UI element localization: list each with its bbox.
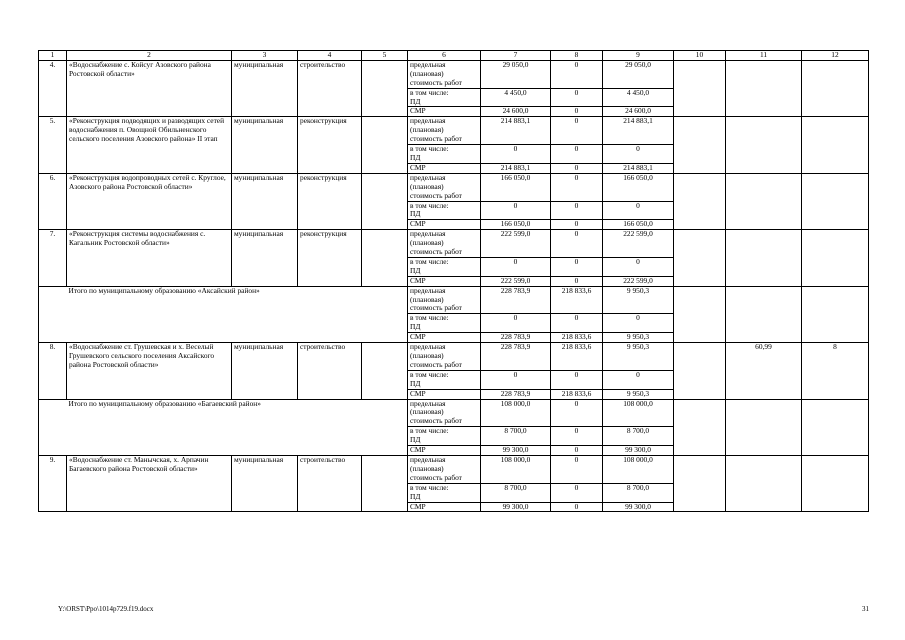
cost-type-line: в том числе: <box>410 201 449 210</box>
cost-type-line: в том числе: <box>410 483 449 492</box>
value-col8: 0 <box>551 201 603 220</box>
cost-type-line: ПД <box>410 435 421 445</box>
ownership-cell: муниципальная <box>232 230 298 286</box>
work-type-cell: строительство <box>298 455 362 511</box>
cost-type-cell <box>408 163 481 173</box>
object-name-cell: «Реконструкция водопроводных сетей с. Круглое, Азовского района Ростовской области» <box>67 173 232 229</box>
value-col8: 0 <box>551 88 603 107</box>
object-name-cell: «Реконструкция системы водоснабжения с. Кагальник Ростовской области» <box>67 230 232 286</box>
value-col9: 9 950,3 <box>603 333 674 343</box>
empty-cell <box>362 117 408 173</box>
value-col7: 214 883,1 <box>481 163 551 173</box>
cost-type-line: (плановая) <box>410 294 444 304</box>
footer-file-path: Y:\ORST\Ppo\1014p729.f19.docx <box>58 605 154 613</box>
cost-type-line: (плановая) <box>410 238 444 248</box>
value-col9: 8 700,0 <box>603 483 674 502</box>
value-col9: 9 950,3 <box>603 343 674 371</box>
value-col9: 166 050,0 <box>603 173 674 201</box>
value-col8: 218 833,6 <box>551 343 603 371</box>
col11-cell <box>726 173 802 229</box>
value-col9: 9 950,3 <box>603 286 674 314</box>
cost-type-line: стоимость работ <box>410 416 462 426</box>
cost-type-line: СМР <box>410 219 426 229</box>
value-col9: 9 950,3 <box>603 389 674 399</box>
cost-type-line: предельная <box>410 60 446 69</box>
value-col9: 0 <box>603 201 674 220</box>
object-name-cell: «Водоснабжение с. Койсуг Азовского района Ростовской области» <box>67 60 232 116</box>
ownership-cell: муниципальная <box>232 117 298 173</box>
cost-type-line: ПД <box>410 96 421 106</box>
cost-type-cell <box>408 286 481 314</box>
cost-type-line: стоимость работ <box>410 472 462 482</box>
column-header: 6 <box>408 51 481 61</box>
cost-type-cell <box>408 314 481 333</box>
value-col9: 99 300,0 <box>603 446 674 456</box>
col12-cell <box>802 230 869 286</box>
empty-cell <box>362 343 408 399</box>
value-col9: 4 450,0 <box>603 88 674 107</box>
cost-type-cell <box>408 502 481 512</box>
column-header: 4 <box>298 51 362 61</box>
col11-cell <box>726 399 802 455</box>
value-col8: 0 <box>551 117 603 145</box>
table-row <box>39 286 869 314</box>
total-name-cell: Итого по муниципальному образованию «Багаевский район» <box>67 399 408 455</box>
value-col8: 0 <box>551 276 603 286</box>
cost-type-cell <box>408 60 481 88</box>
cost-type-line: ПД <box>410 209 421 219</box>
cost-type-cell <box>408 201 481 220</box>
col10-cell <box>674 399 726 455</box>
value-col8: 0 <box>551 173 603 201</box>
value-col8: 0 <box>551 230 603 258</box>
value-col7: 222 599,0 <box>481 276 551 286</box>
cost-type-line: предельная <box>410 229 446 239</box>
empty-cell <box>362 230 408 286</box>
cost-type-line: ПД <box>410 152 421 162</box>
value-col7: 24 600,0 <box>481 107 551 117</box>
cost-type-cell <box>408 257 481 276</box>
value-col7: 166 050,0 <box>481 173 551 201</box>
value-col9: 222 599,0 <box>603 230 674 258</box>
cost-type-cell <box>408 107 481 117</box>
col12-cell <box>802 173 869 229</box>
col12-cell <box>802 117 869 173</box>
column-header: 8 <box>551 51 603 61</box>
value-col8: 0 <box>551 163 603 173</box>
value-col9: 214 883,1 <box>603 117 674 145</box>
value-col8: 0 <box>551 220 603 230</box>
col10-cell <box>674 173 726 229</box>
value-col7: 222 599,0 <box>481 230 551 258</box>
value-col9: 99 300,0 <box>603 502 674 512</box>
col12-cell <box>802 286 869 342</box>
row-number-cell <box>39 286 67 342</box>
value-col9: 0 <box>603 314 674 333</box>
col11-cell <box>726 230 802 286</box>
col10-cell <box>674 60 726 116</box>
value-col8: 0 <box>551 399 603 427</box>
value-col9: 0 <box>603 145 674 164</box>
table-row <box>39 60 869 88</box>
value-col7: 214 883,1 <box>481 117 551 145</box>
cost-type-cell <box>408 370 481 389</box>
row-number-cell: 6. <box>39 173 67 229</box>
cost-type-line: в том числе: <box>410 426 449 436</box>
column-header: 10 <box>674 51 726 61</box>
cost-type-line: (плановая) <box>410 463 444 473</box>
value-col9: 214 883,1 <box>603 163 674 173</box>
cost-type-cell <box>408 145 481 164</box>
cost-type-cell <box>408 483 481 502</box>
cost-type-line: предельная <box>410 173 446 182</box>
col10-cell <box>674 455 726 511</box>
cost-type-line: СМР <box>410 106 426 116</box>
cost-type-cell <box>408 455 481 483</box>
cost-type-line: предельная <box>410 455 446 464</box>
cost-type-cell <box>408 276 481 286</box>
value-col9: 108 000,0 <box>603 399 674 427</box>
value-col7: 8 700,0 <box>481 427 551 446</box>
cost-type-line: (плановая) <box>410 125 444 135</box>
value-col8: 0 <box>551 502 603 512</box>
col11-cell <box>726 455 802 511</box>
cost-type-cell <box>408 343 481 371</box>
cost-type-line: СМР <box>410 445 426 455</box>
col10-cell <box>674 286 726 342</box>
cost-type-line: стоимость работ <box>410 303 462 313</box>
cost-type-line: (плановая) <box>410 181 444 191</box>
work-type-cell: реконструкция <box>298 230 362 286</box>
cost-type-line: СМР <box>410 163 426 172</box>
cost-type-line: (плановая) <box>410 407 444 417</box>
value-col8: 0 <box>551 60 603 88</box>
value-col7: 0 <box>481 145 551 164</box>
cost-type-line: СМР <box>410 502 426 511</box>
cost-type-line: (плановая) <box>410 68 444 78</box>
column-header: 2 <box>67 51 232 61</box>
cost-type-line: в том числе: <box>410 370 449 379</box>
row-number-cell: 4. <box>39 60 67 116</box>
column-header: 7 <box>481 51 551 61</box>
value-col8: 0 <box>551 446 603 456</box>
col11-cell <box>726 286 802 342</box>
cost-type-cell <box>408 333 481 343</box>
value-col9: 0 <box>603 370 674 389</box>
cost-type-line: ПД <box>410 378 421 388</box>
col12-cell <box>802 60 869 116</box>
cost-type-line: стоимость работ <box>410 247 462 257</box>
value-col8: 0 <box>551 483 603 502</box>
cost-type-line: стоимость работ <box>410 134 462 144</box>
table-row <box>39 117 869 145</box>
object-name-cell: «Водоснабжение ст. Манычская, х. Арпачин Багаевского района Ростовской области» <box>67 455 232 511</box>
cost-type-cell <box>408 88 481 107</box>
value-col9: 29 050,0 <box>603 60 674 88</box>
table-row <box>39 230 869 258</box>
cost-type-line: стоимость работ <box>410 190 462 200</box>
value-col7: 0 <box>481 370 551 389</box>
col12-cell <box>802 455 869 511</box>
value-col8: 0 <box>551 107 603 117</box>
table-row <box>39 343 869 371</box>
col12-cell <box>802 399 869 455</box>
empty-cell <box>362 455 408 511</box>
value-col7: 4 450,0 <box>481 88 551 107</box>
value-col9: 108 000,0 <box>603 455 674 483</box>
column-header: 11 <box>726 51 802 61</box>
value-col8: 0 <box>551 455 603 483</box>
empty-cell <box>362 60 408 116</box>
cost-type-line: стоимость работ <box>410 77 462 87</box>
value-col7: 108 000,0 <box>481 455 551 483</box>
value-col7: 228 783,9 <box>481 389 551 399</box>
ownership-cell: муниципальная <box>232 60 298 116</box>
cost-type-line: в том числе: <box>410 313 449 323</box>
value-col8: 0 <box>551 145 603 164</box>
value-col9: 166 050,0 <box>603 220 674 230</box>
row-number-cell: 7. <box>39 230 67 286</box>
value-col8: 0 <box>551 427 603 446</box>
value-col7: 0 <box>481 201 551 220</box>
cost-type-line: ПД <box>410 491 421 501</box>
value-col8: 0 <box>551 370 603 389</box>
value-col8: 0 <box>551 257 603 276</box>
row-number-cell <box>39 399 67 455</box>
cost-type-line: (плановая) <box>410 351 444 360</box>
cost-type-line: предельная <box>410 286 446 295</box>
total-name-cell: Итого по муниципальному образованию «Аксайский район» <box>67 286 408 342</box>
value-col7: 228 783,9 <box>481 343 551 371</box>
value-col9: 222 599,0 <box>603 276 674 286</box>
value-col7: 228 783,9 <box>481 286 551 314</box>
cost-type-line: СМР <box>410 332 426 342</box>
object-name-cell: «Реконструкция подводящих и разводящих сетей водоснабжения п. Овощной Обильненского сельского поселения Азовского района» II этап <box>67 117 232 173</box>
value-col7: 108 000,0 <box>481 399 551 427</box>
table-row <box>39 399 869 427</box>
col10-cell <box>674 230 726 286</box>
cost-type-cell <box>408 230 481 258</box>
value-col7: 0 <box>481 314 551 333</box>
value-col7: 99 300,0 <box>481 446 551 456</box>
table-row <box>39 173 869 201</box>
row-number-cell: 9. <box>39 455 67 511</box>
col11-cell: 60,99 <box>726 343 802 399</box>
value-col7: 166 050,0 <box>481 220 551 230</box>
row-number-cell: 8. <box>39 343 67 399</box>
column-header: 3 <box>232 51 298 61</box>
column-header: 9 <box>603 51 674 61</box>
cost-type-cell <box>408 399 481 427</box>
cost-type-line: предельная <box>410 399 446 408</box>
value-col7: 228 783,9 <box>481 333 551 343</box>
value-col7: 0 <box>481 257 551 276</box>
cost-type-cell <box>408 427 481 446</box>
value-col8: 0 <box>551 314 603 333</box>
column-header: 5 <box>362 51 408 61</box>
cost-type-cell <box>408 220 481 230</box>
value-col9: 0 <box>603 257 674 276</box>
column-header: 12 <box>802 51 869 61</box>
work-type-cell: строительство <box>298 343 362 399</box>
cost-type-cell <box>408 446 481 456</box>
page-number: 31 <box>862 605 869 613</box>
col10-cell <box>674 117 726 173</box>
cost-type-line: СМР <box>410 389 426 398</box>
cost-type-line: СМР <box>410 276 426 285</box>
row-number-cell: 5. <box>39 117 67 173</box>
work-type-cell: строительство <box>298 60 362 116</box>
col11-cell <box>726 117 802 173</box>
value-col7: 99 300,0 <box>481 502 551 512</box>
ownership-cell: муниципальная <box>232 173 298 229</box>
cost-type-line: ПД <box>410 322 421 332</box>
investment-table <box>38 50 869 512</box>
cost-type-line: ПД <box>410 265 421 275</box>
cost-type-line: стоимость работ <box>410 359 462 369</box>
cost-type-line: в том числе: <box>410 257 449 266</box>
cost-type-cell <box>408 389 481 399</box>
value-col7: 29 050,0 <box>481 60 551 88</box>
work-type-cell: реконструкция <box>298 173 362 229</box>
object-name-cell: «Водоснабжение ст. Грушевская и х. Веселый Грушевского сельского поселения Аксайского района Ростовской области» <box>67 343 232 399</box>
cost-type-line: в том числе: <box>410 88 449 97</box>
value-col7: 8 700,0 <box>481 483 551 502</box>
col11-cell <box>726 60 802 116</box>
work-type-cell: реконструкция <box>298 117 362 173</box>
col10-cell <box>674 343 726 399</box>
ownership-cell: муниципальная <box>232 343 298 399</box>
cost-type-line: предельная <box>410 116 446 126</box>
table-row <box>39 455 869 483</box>
value-col9: 8 700,0 <box>603 427 674 446</box>
cost-type-cell <box>408 117 481 145</box>
cost-type-line: в том числе: <box>410 144 449 154</box>
cost-type-line: предельная <box>410 342 446 352</box>
value-col8: 218 833,6 <box>551 389 603 399</box>
value-col9: 24 600,0 <box>603 107 674 117</box>
empty-cell <box>362 173 408 229</box>
value-col8: 218 833,6 <box>551 286 603 314</box>
col12-cell: 8 <box>802 343 869 399</box>
column-header-row <box>39 51 869 61</box>
ownership-cell: муниципальная <box>232 455 298 511</box>
value-col8: 218 833,6 <box>551 333 603 343</box>
cost-type-cell <box>408 173 481 201</box>
column-header: 1 <box>39 51 67 61</box>
